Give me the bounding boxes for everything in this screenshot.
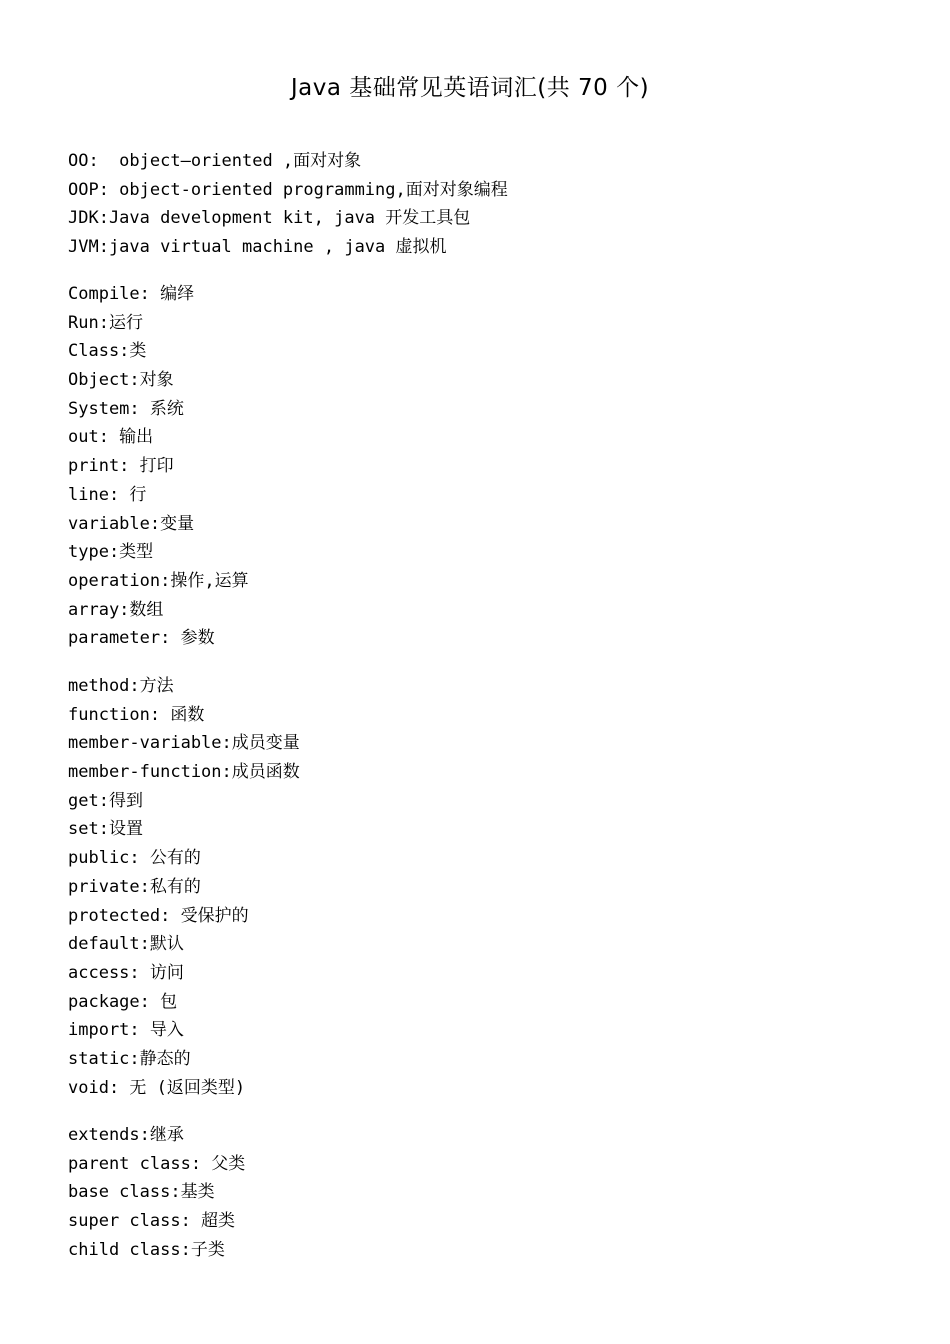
vocab-entry: Class:类 xyxy=(68,341,147,362)
vocab-entry: public: 公有的 xyxy=(68,848,201,869)
vocab-group-basics xyxy=(68,280,249,653)
vocab-entry: void: 无 (返回类型) xyxy=(68,1077,246,1098)
vocab-entry: operation:操作,运算 xyxy=(68,570,249,591)
vocab-entry: parent class: 父类 xyxy=(68,1153,246,1174)
vocab-entry: function: 函数 xyxy=(68,704,205,725)
vocab-entry: super class: 超类 xyxy=(68,1211,236,1232)
vocab-entry: OO: object—oriented ,面对对象 xyxy=(68,151,362,171)
vocab-entry: static:静态的 xyxy=(68,1048,191,1069)
document-title: Java 基础常见英语词汇(共 70 个) xyxy=(290,75,650,101)
vocab-entry: protected: 受保护的 xyxy=(68,905,249,926)
vocab-entry: set:设置 xyxy=(68,819,143,840)
vocab-entry: print: 打印 xyxy=(68,456,174,477)
vocab-group-abbreviations xyxy=(68,147,508,262)
vocab-group-inheritance xyxy=(68,1121,245,1264)
vocab-entry: line: 行 xyxy=(68,484,147,505)
vocab-entry: JVM:java virtual machine , java 虚拟机 xyxy=(68,237,447,258)
vocab-entry: System: 系统 xyxy=(68,398,184,419)
vocab-entry: default:默认 xyxy=(68,934,184,955)
vocab-entry: Run:运行 xyxy=(68,312,143,333)
vocab-entry: member-variable:成员变量 xyxy=(68,733,300,754)
vocab-entry: base class:基类 xyxy=(68,1182,215,1203)
vocab-entry: member-function:成员函数 xyxy=(68,762,300,783)
vocab-entry: method:方法 xyxy=(68,676,174,696)
vocab-entry: type:类型 xyxy=(68,542,154,563)
vocab-entry: access: 访问 xyxy=(68,962,184,983)
vocab-entry: import: 导入 xyxy=(68,1020,184,1041)
vocab-entry: JDK:Java development kit, java 开发工具包 xyxy=(68,208,471,229)
vocab-entry: parameter: 参数 xyxy=(68,628,215,649)
vocab-entry: Object:对象 xyxy=(68,370,174,391)
vocab-entry: package: 包 xyxy=(68,991,178,1012)
vocab-entry: extends:继承 xyxy=(68,1125,184,1145)
vocab-entry: out: 输出 xyxy=(68,427,154,448)
vocab-entry: OOP: object-oriented programming,面对对象编程 xyxy=(68,179,508,200)
vocab-entry: get:得到 xyxy=(68,790,143,811)
vocab-entry: private:私有的 xyxy=(68,876,201,897)
vocab-entry: child class:子类 xyxy=(68,1239,225,1260)
vocab-entry: Compile: 编绎 xyxy=(68,284,195,304)
vocab-group-members xyxy=(68,672,300,1102)
vocab-entry: array:数组 xyxy=(68,599,164,620)
vocab-entry: variable:变量 xyxy=(68,513,195,534)
